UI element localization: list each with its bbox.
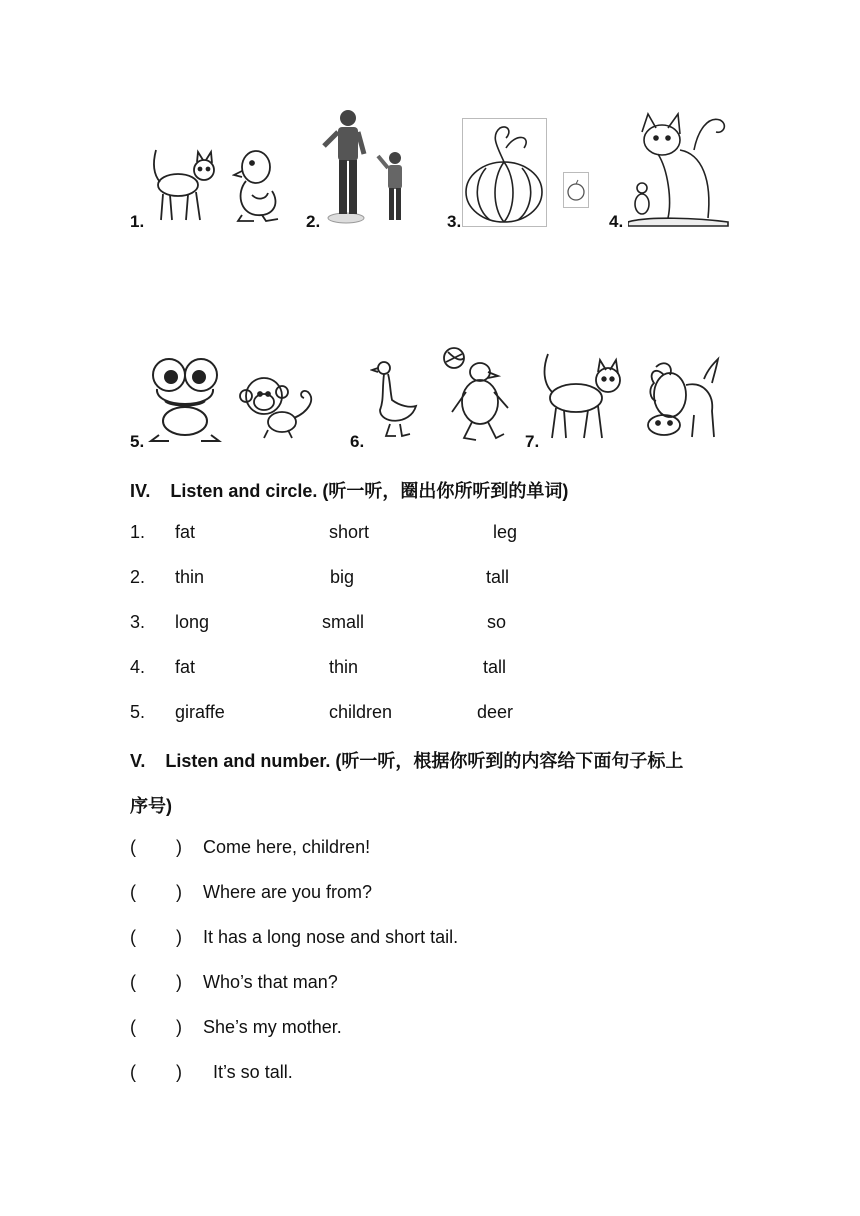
cat-icon (540, 350, 626, 442)
row-number: 3. (130, 612, 146, 632)
word-option[interactable]: deer (477, 702, 514, 722)
word-option[interactable]: giraffe (175, 702, 225, 722)
answer-blank[interactable]: ( ) (130, 1062, 182, 1082)
picture-number-7: 7. (525, 432, 540, 451)
picture-number-6: 6. (350, 432, 365, 451)
boy-icon (375, 148, 409, 226)
section-v-heading: V. Listen and number. (听一听，根据你听到的内容给下面句子标上 (130, 751, 684, 771)
section-iv-heading: IV. Listen and circle. (听一听，圈出你所听到的单词) (130, 481, 569, 501)
row-number: 5. (130, 702, 146, 722)
word-option[interactable]: thin (329, 657, 359, 677)
cat-and-mouse-icon (628, 110, 730, 228)
word-option[interactable]: big (330, 567, 355, 587)
answer-blank[interactable]: ( ) (130, 972, 182, 992)
sentence-text: Where are you from? (203, 882, 373, 902)
horse-icon (634, 355, 722, 443)
row-number: 2. (130, 567, 146, 587)
word-option[interactable]: small (322, 612, 365, 632)
word-option[interactable]: children (329, 702, 393, 722)
duck-with-ball-icon (436, 346, 516, 444)
answer-blank[interactable]: ( ) (130, 927, 182, 947)
picture-number-1: 1. (130, 212, 145, 231)
sentence-text: It has a long nose and short tail. (203, 927, 459, 947)
answer-blank[interactable]: ( ) (130, 882, 182, 902)
picture-number-3: 3. (447, 212, 462, 231)
section-v-heading-continued: 序号) (130, 796, 172, 816)
word-option[interactable]: fat (175, 657, 196, 677)
sentence-text: Who’s that man? (203, 972, 338, 992)
word-option[interactable]: fat (175, 522, 196, 542)
frog-icon (145, 355, 227, 445)
answer-blank[interactable]: ( ) (130, 837, 182, 857)
picture-number-2: 2. (306, 212, 321, 231)
cat-icon (148, 140, 218, 225)
word-option[interactable]: leg (493, 522, 518, 542)
row-number: 4. (130, 657, 146, 677)
answer-blank[interactable]: ( ) (130, 1017, 182, 1037)
picture-number-4: 4. (609, 212, 624, 231)
small-fruit-icon (563, 172, 589, 208)
man-icon (320, 108, 368, 226)
sentence-text: It’s so tall. (213, 1062, 293, 1082)
monkey-icon (238, 372, 318, 440)
word-option[interactable]: tall (483, 657, 507, 677)
sentence-text: Come here, children! (203, 837, 371, 857)
word-option[interactable]: so (487, 612, 507, 632)
picture-number-5: 5. (130, 432, 145, 451)
word-option[interactable]: thin (175, 567, 205, 587)
word-option[interactable]: long (175, 612, 210, 632)
pumpkin-icon (462, 118, 548, 228)
row-number: 1. (130, 522, 146, 542)
word-option[interactable]: tall (486, 567, 510, 587)
word-option[interactable]: short (329, 522, 370, 542)
goose-icon (370, 360, 420, 440)
duckling-icon (232, 145, 282, 223)
sentence-text: She’s my mother. (203, 1017, 342, 1037)
